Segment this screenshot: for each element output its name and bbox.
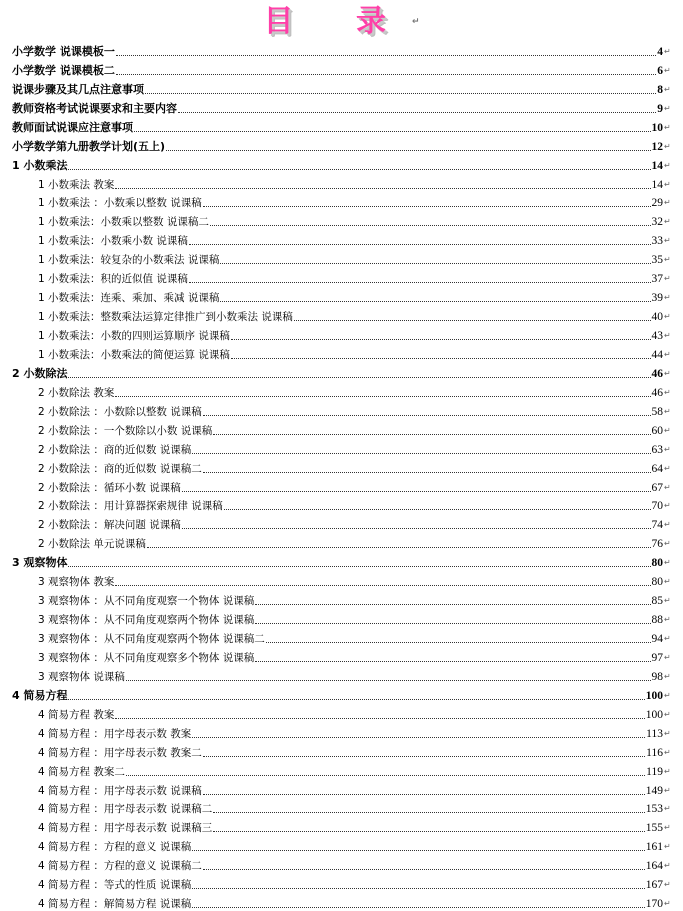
- paragraph-mark-icon: ↵: [664, 842, 671, 852]
- dot-leader: [224, 508, 651, 510]
- paragraph-mark-icon: ↵: [664, 293, 671, 303]
- toc-entry-label: 4 简易方程 ：用字母表示数 说课稿二: [38, 803, 213, 816]
- dot-leader: [210, 224, 651, 226]
- page-title: [0, 2, 683, 42]
- toc-page-number: 6: [657, 64, 663, 77]
- toc-page-number: 100: [645, 708, 663, 721]
- paragraph-mark-icon: ↵: [664, 634, 671, 643]
- toc-entry-label: 4 简易方程 ：方程的意义 说课稿: [38, 841, 192, 854]
- paragraph-mark-icon: ↵: [664, 520, 671, 530]
- toc-page-number: 70: [651, 500, 663, 513]
- paragraph-mark-icon: ↵: [664, 122, 671, 132]
- paragraph-mark-icon: ↵: [664, 160, 671, 170]
- toc-entry-label: 2 小数除法 ：循环小数 说课稿: [38, 481, 181, 494]
- dot-leader: [203, 868, 645, 870]
- toc-chapter-entry[interactable]: [12, 97, 672, 116]
- toc-entry-label: 4 简易方程 ：用字母表示数 教案二: [38, 746, 202, 759]
- dot-leader: [68, 698, 644, 700]
- toc-page-number: 149: [645, 784, 663, 797]
- toc-section-entry[interactable]: [12, 400, 672, 419]
- paragraph-mark-icon: ↵: [664, 331, 671, 340]
- toc-section-entry[interactable]: [12, 267, 672, 286]
- toc-section-entry[interactable]: [12, 703, 672, 722]
- toc-section-entry[interactable]: [12, 627, 672, 646]
- dot-leader: [115, 187, 650, 189]
- title-text: 目 录: [263, 4, 412, 39]
- dot-leader: [115, 395, 650, 397]
- paragraph-mark-icon: ↵: [664, 65, 671, 75]
- toc-page-number: 88: [651, 614, 663, 627]
- dot-leader: [115, 584, 650, 586]
- toc-section-entry[interactable]: [12, 798, 672, 817]
- toc-section-entry[interactable]: [12, 248, 672, 267]
- paragraph-mark-icon: ↵: [664, 823, 671, 833]
- toc-section-entry[interactable]: [12, 495, 672, 514]
- toc-section-entry[interactable]: [12, 476, 672, 495]
- paragraph-mark-icon: ↵: [664, 861, 671, 871]
- toc-chapter-entry[interactable]: [12, 135, 672, 154]
- paragraph-mark-icon: ↵: [664, 217, 671, 227]
- paragraph-mark-icon: ↵: [664, 312, 671, 322]
- dot-leader: [203, 414, 651, 416]
- paragraph-mark-icon: ↵: [664, 577, 671, 587]
- toc-entry-label: 小学数学 说课模板一: [12, 44, 115, 58]
- toc-page-number: 4: [657, 45, 663, 58]
- toc-section-entry[interactable]: [12, 665, 672, 684]
- toc-section-entry[interactable]: [12, 741, 672, 760]
- toc-page-number: 74: [651, 519, 663, 532]
- toc-page-number: 97: [651, 651, 663, 664]
- paragraph-mark-icon: ↵: [664, 804, 671, 814]
- paragraph-mark-icon: ↵: [664, 198, 671, 208]
- paragraph-mark-icon: ↵: [664, 785, 671, 795]
- toc-page-number: 29: [651, 197, 663, 210]
- dot-leader: [192, 906, 645, 908]
- dot-leader: [192, 736, 645, 738]
- toc-entry-label: 4 简易方程 ：解简易方程 说课稿: [38, 898, 192, 911]
- toc-chapter-entry[interactable]: [12, 362, 672, 381]
- dot-leader: [231, 338, 651, 340]
- paragraph-mark-icon: ↵: [664, 766, 671, 776]
- toc-page-number: 80: [651, 576, 663, 589]
- dot-leader: [189, 243, 651, 245]
- toc-page-number: 32: [651, 216, 663, 229]
- toc-page-number: 60: [651, 424, 663, 437]
- toc-section-entry[interactable]: [12, 419, 672, 438]
- dot-leader: [115, 717, 644, 719]
- toc-section-entry[interactable]: [12, 570, 672, 589]
- toc-entry-label: 4 简易方程: [12, 688, 68, 702]
- paragraph-mark-icon: ↵: [664, 406, 671, 416]
- paragraph-mark-icon: ↵: [664, 368, 671, 378]
- toc-page-number: 155: [645, 822, 663, 835]
- toc-page-number: 64: [651, 462, 663, 475]
- table-of-contents: [12, 40, 672, 911]
- paragraph-mark-icon: ↵: [664, 482, 671, 492]
- paragraph-mark-icon: ↵: [664, 652, 671, 662]
- toc-entry-label: 4 简易方程 教案: [38, 708, 115, 721]
- toc-entry-label: 1 小数乘法：积的近似值 说课稿: [38, 273, 188, 286]
- paragraph-mark-icon: ↵: [664, 501, 671, 511]
- paragraph-mark-icon: ↵: [664, 671, 671, 681]
- toc-section-entry[interactable]: [12, 589, 672, 608]
- toc-entry-label: 3 观察物体 ：从不同角度观察两个物体 说课稿二: [38, 633, 265, 645]
- toc-entry-label: 1 小数乘法: [12, 158, 68, 172]
- paragraph-mark-icon: ↵: [664, 615, 671, 625]
- toc-page-number: 35: [651, 254, 663, 267]
- toc-entry-label: 2 小数除法 ：解决问题 说课稿: [38, 519, 181, 532]
- toc-entry-label: 1 小数乘法 教案: [38, 178, 115, 191]
- toc-entry-label: 4 简易方程 ：用字母表示数 说课稿三: [38, 822, 213, 835]
- dot-leader: [203, 755, 645, 757]
- toc-page-number: 9: [657, 102, 663, 115]
- dot-leader: [68, 168, 650, 170]
- toc-page-number: 80: [651, 557, 663, 570]
- toc-entry-label: 2 小数除法: [12, 366, 68, 380]
- toc-page-number: 100: [645, 689, 663, 702]
- toc-entry-label: 教师资格考试说课要求和主要内容: [12, 101, 177, 115]
- dot-leader: [220, 262, 650, 264]
- toc-entry-label: 3 观察物体 ：从不同角度观察两个物体 说课稿: [38, 614, 255, 627]
- dot-leader: [182, 490, 651, 492]
- toc-page-number: 164: [645, 860, 663, 873]
- toc-section-entry[interactable]: [12, 760, 672, 779]
- toc-page-number: 12: [651, 140, 663, 153]
- toc-entry-label: 4 简易方程 ：等式的性质 说课稿: [38, 879, 192, 892]
- toc-section-entry[interactable]: [12, 722, 672, 741]
- toc-entry-label: 2 小数除法 ：商的近似数 说课稿: [38, 443, 192, 456]
- toc-entry-label: 2 小数除法 单元说课稿: [38, 538, 146, 551]
- toc-entry-label: 4 简易方程 教案二: [38, 765, 125, 778]
- toc-entry-label: 3 观察物体: [12, 556, 68, 570]
- toc-entry-label: 1 小数乘法：小数乘法的简便运算 说课稿: [38, 348, 230, 361]
- paragraph-mark-icon: ↵: [411, 17, 420, 27]
- toc-page-number: 14: [651, 159, 663, 172]
- toc-page-number: 14: [651, 178, 663, 191]
- toc-page-number: 46: [651, 386, 663, 399]
- toc-page-number: 167: [645, 879, 663, 892]
- toc-entry-label: 3 观察物体 ：从不同角度观察一个物体 说课稿: [38, 595, 255, 608]
- dot-leader: [192, 887, 645, 889]
- toc-entry-label: 1 小数乘法：连乘、乘加、乘减 说课稿: [38, 292, 220, 305]
- toc-page-number: 33: [651, 235, 663, 248]
- dot-leader: [134, 130, 651, 132]
- toc-section-entry[interactable]: [12, 210, 672, 229]
- toc-section-entry[interactable]: [12, 438, 672, 457]
- toc-entry-label: 2 小数除法 ：一个数除以小数 说课稿: [38, 424, 213, 437]
- paragraph-mark-icon: ↵: [664, 255, 671, 265]
- dot-leader: [116, 73, 656, 75]
- toc-page-number: 170: [645, 898, 663, 911]
- toc-entry-label: 2 小数除法 教案: [38, 386, 115, 399]
- dot-leader: [178, 111, 656, 113]
- toc-page-number: 10: [651, 121, 663, 134]
- toc-entry-label: 4 简易方程 ：方程的意义 说课稿二: [38, 860, 202, 873]
- toc-entry-label: 4 简易方程 ：用字母表示数 说课稿: [38, 784, 202, 797]
- dot-leader: [203, 793, 645, 795]
- toc-entry-label: 1 小数乘法 ：小数乘以整数 说课稿: [38, 197, 202, 210]
- toc-page-number: 76: [651, 538, 663, 551]
- paragraph-mark-icon: ↵: [664, 728, 671, 738]
- toc-chapter-entry[interactable]: [12, 551, 672, 570]
- toc-page-number: 63: [651, 443, 663, 456]
- toc-page-number: 85: [651, 595, 663, 608]
- toc-entry-label: 3 观察物体 ：从不同角度观察多个物体 说课稿: [38, 651, 255, 664]
- paragraph-mark-icon: ↵: [664, 596, 671, 606]
- dot-leader: [166, 149, 650, 151]
- toc-chapter-entry[interactable]: [12, 684, 672, 703]
- toc-entry-label: 1 小数乘法：小数的四则运算顺序 说课稿: [38, 330, 230, 342]
- toc-section-entry[interactable]: [12, 457, 672, 476]
- toc-page-number: 94: [651, 633, 663, 645]
- toc-section-entry[interactable]: [12, 305, 672, 324]
- toc-page-number: 8: [657, 83, 663, 96]
- toc-section-entry[interactable]: [12, 381, 672, 400]
- toc-entry-label: 1 小数乘法：小数乘以整数 说课稿二: [38, 216, 209, 229]
- toc-entry-label: 2 小数除法 ：用计算器探索规律 说课稿: [38, 500, 223, 513]
- paragraph-mark-icon: ↵: [664, 141, 671, 151]
- toc-chapter-entry[interactable]: [12, 154, 672, 173]
- dot-leader: [182, 527, 651, 529]
- toc-page-number: 153: [645, 803, 663, 816]
- dot-leader: [255, 660, 650, 662]
- toc-section-entry[interactable]: [12, 873, 672, 892]
- toc-chapter-entry[interactable]: [12, 116, 672, 135]
- paragraph-mark-icon: ↵: [664, 899, 671, 909]
- dot-leader: [203, 471, 651, 473]
- toc-section-entry[interactable]: [12, 892, 672, 911]
- paragraph-mark-icon: ↵: [664, 709, 671, 719]
- paragraph-mark-icon: ↵: [664, 179, 671, 189]
- paragraph-mark-icon: ↵: [664, 444, 671, 454]
- toc-entry-label: 3 观察物体 说课稿: [38, 670, 125, 683]
- toc-entry-label: 小学数学第九册教学计划(五上): [12, 139, 166, 153]
- toc-page-number: 67: [651, 481, 663, 494]
- dot-leader: [126, 679, 651, 681]
- toc-section-entry[interactable]: [12, 513, 672, 532]
- toc-section-entry[interactable]: [12, 646, 672, 665]
- toc-entry-label: 1 小数乘法：较复杂的小数乘法 说课稿: [38, 254, 220, 267]
- toc-page-number: 98: [651, 670, 663, 683]
- toc-chapter-entry[interactable]: [12, 59, 672, 78]
- dot-leader: [220, 300, 650, 302]
- paragraph-mark-icon: ↵: [664, 539, 671, 549]
- toc-page-number: 58: [651, 405, 663, 418]
- dot-leader: [294, 319, 651, 321]
- toc-entry-label: 4 简易方程 ：用字母表示数 教案: [38, 727, 192, 740]
- paragraph-mark-icon: ↵: [664, 463, 671, 473]
- toc-page-number: 113: [646, 727, 663, 740]
- toc-section-entry[interactable]: [12, 816, 672, 835]
- toc-section-entry[interactable]: [12, 173, 672, 192]
- dot-leader: [116, 54, 656, 56]
- dot-leader: [203, 205, 651, 207]
- toc-section-entry[interactable]: [12, 286, 672, 305]
- paragraph-mark-icon: ↵: [664, 880, 671, 890]
- toc-section-entry[interactable]: [12, 324, 672, 343]
- toc-section-entry[interactable]: [12, 343, 672, 362]
- toc-section-entry[interactable]: [12, 779, 672, 798]
- toc-chapter-entry[interactable]: [12, 40, 672, 59]
- paragraph-mark-icon: ↵: [664, 103, 671, 113]
- toc-page-number: 44: [651, 348, 663, 361]
- toc-page-number: 119: [646, 765, 663, 778]
- toc-page-number: 37: [651, 273, 663, 286]
- paragraph-mark-icon: ↵: [664, 690, 671, 700]
- toc-page-number: 43: [651, 330, 663, 342]
- paragraph-mark-icon: ↵: [664, 747, 671, 757]
- paragraph-mark-icon: ↵: [664, 425, 671, 435]
- dot-leader: [68, 376, 650, 378]
- toc-entry-label: 1 小数乘法：小数乘小数 说课稿: [38, 235, 188, 248]
- toc-entry-label: 2 小数除法 ：商的近似数 说课稿二: [38, 462, 202, 475]
- toc-entry-label: 小学数学 说课模板二: [12, 63, 115, 77]
- toc-page-number: 46: [651, 367, 663, 380]
- dot-leader: [255, 603, 650, 605]
- paragraph-mark-icon: ↵: [664, 387, 671, 397]
- paragraph-mark-icon: ↵: [664, 274, 671, 284]
- toc-entry-label: 3 观察物体 教案: [38, 576, 115, 589]
- toc-page-number: 39: [651, 292, 663, 305]
- toc-page-number: 161: [645, 841, 663, 854]
- toc-section-entry[interactable]: [12, 854, 672, 873]
- dot-leader: [266, 641, 651, 643]
- dot-leader: [189, 281, 651, 283]
- dot-leader: [213, 830, 645, 832]
- toc-section-entry[interactable]: [12, 532, 672, 551]
- toc-section-entry[interactable]: [12, 835, 672, 854]
- toc-page-number: 116: [646, 746, 663, 759]
- dot-leader: [147, 546, 651, 548]
- dot-leader: [192, 849, 645, 851]
- toc-entry-label: 说课步骤及其几点注意事项: [12, 82, 144, 96]
- dot-leader: [126, 774, 645, 776]
- dot-leader: [255, 622, 650, 624]
- paragraph-mark-icon: ↵: [664, 84, 671, 94]
- toc-section-entry[interactable]: [12, 608, 672, 627]
- dot-leader: [145, 92, 656, 94]
- dot-leader: [68, 565, 650, 567]
- dot-leader: [213, 433, 650, 435]
- paragraph-mark-icon: ↵: [664, 46, 671, 56]
- toc-chapter-entry[interactable]: [12, 78, 672, 97]
- toc-section-entry[interactable]: [12, 192, 672, 211]
- dot-leader: [192, 452, 650, 454]
- toc-page-number: 40: [651, 311, 663, 324]
- toc-entry-label: 2 小数除法 ：小数除以整数 说课稿: [38, 405, 202, 418]
- paragraph-mark-icon: ↵: [664, 349, 671, 359]
- paragraph-mark-icon: ↵: [664, 558, 671, 568]
- toc-entry-label: 教师面试说课应注意事项: [12, 120, 133, 134]
- dot-leader: [213, 811, 645, 813]
- dot-leader: [231, 357, 651, 359]
- toc-entry-label: 1 小数乘法：整数乘法运算定律推广到小数乘法 说课稿: [38, 311, 293, 324]
- toc-section-entry[interactable]: [12, 229, 672, 248]
- paragraph-mark-icon: ↵: [664, 236, 671, 246]
